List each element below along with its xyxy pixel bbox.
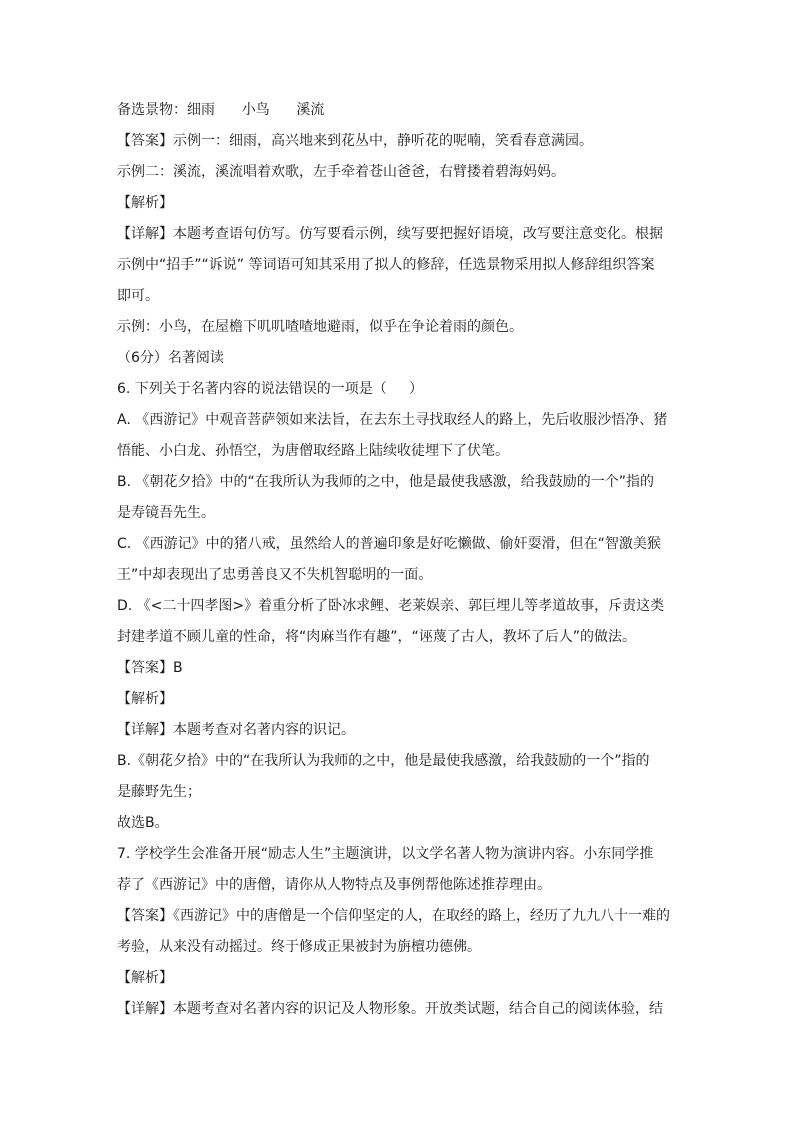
text-line: 故选B。: [117, 815, 169, 831]
text-line: 考验，从来没有动摇过。终于修成正果被封为旃檀功德佛。: [117, 939, 481, 955]
option-a: A. 《西游记》中观音菩萨领如来法旨，在去东土寻找取经人的路上，先后收服沙悟净、猪: [117, 412, 668, 428]
question-7: 7. 学校学生会准备开展“励志人生”主题演讲，以文学名著人物为演讲内容。小东同学推: [117, 846, 654, 862]
section-heading: （6分）名著阅读: [117, 350, 224, 366]
text-line: 【详解】本题考查对名著内容的识记。: [117, 722, 355, 738]
text-line: 悟能、小白龙、孙悟空，为唐僧取经路上陆续收徒埋下了伏笔。: [117, 443, 509, 459]
text-line: 示例二：溪流，溪流唱着欢歌，左手牵着苍山爸爸，右臂搂着碧海妈妈。: [117, 164, 565, 180]
option-c: C. 《西游记》中的猪八戒，虽然给人的普遍印象是好吃懒做、偷奸耍滑，但在“智激美猴: [117, 536, 661, 552]
text-line: 即可。: [117, 288, 159, 304]
text-line: B.《朝花夕拾》中的“在我所认为我师的之中，他是最使我感激，给我鼓励的一个”指的: [117, 753, 650, 769]
text-line: 【解析】: [117, 195, 173, 211]
question-6: 6. 下列关于名著内容的说法错误的一项是（ ）: [117, 381, 424, 397]
text-line: 【答案】示例一：细雨，高兴地来到花丛中，静听花的呢喃，笑看春意满园。: [117, 133, 593, 149]
text-line: 示例中“招手”“诉说” 等词语可知其采用了拟人的修辞，任选景物采用拟人修辞组织答案: [117, 257, 655, 273]
text-line: 荐了《西游记》中的唐僧，请你从人物特点及事例帮他陈述推荐理由。: [117, 877, 551, 893]
answer-line: 【答案】B: [117, 660, 183, 676]
text-line: 是藤野先生；: [117, 784, 201, 800]
text-line: 示例：小鸟，在屋檐下叽叽喳喳地避雨，似乎在争论着雨的颜色。: [117, 319, 523, 335]
text-line: 【详解】本题考查对名著内容的识记及人物形象。开放类试题，结合自己的阅读体验，结: [117, 1001, 663, 1017]
text-line: 是寿镜吾先生。: [117, 505, 215, 521]
text-line: 王”中却表现出了忠勇善良又不失机智聪明的一面。: [117, 567, 433, 583]
analysis-heading: 【解析】: [117, 691, 173, 707]
text-line: 备选景物：细雨 小鸟 溪流: [117, 102, 325, 118]
document-body: [117, 100, 679, 1030]
text-line: 封建孝道不顾儿童的性命，将“肉麻当作有趣”，“诬蔑了古人，教坏了后人”的做法。: [117, 629, 637, 645]
option-b: B. 《朝花夕拾》中的“在我所认为我师的之中，他是最使我感激，给我鼓励的一个”指的: [117, 474, 655, 490]
option-d: D. 《<二十四孝图>》着重分析了卧冰求鲤、老莱娱亲、郭巨埋儿等孝道故事，斥责这类: [117, 598, 665, 614]
analysis-heading: 【解析】: [117, 970, 173, 986]
text-line: 【详解】本题考查语句仿写。仿写要看示例，续写要把握好语境，改写要注意变化。根据: [117, 226, 663, 242]
answer-line: 【答案】《西游记》中的唐僧是一个信仰坚定的人，在取经的路上，经历了九九八十一难的: [117, 908, 670, 924]
